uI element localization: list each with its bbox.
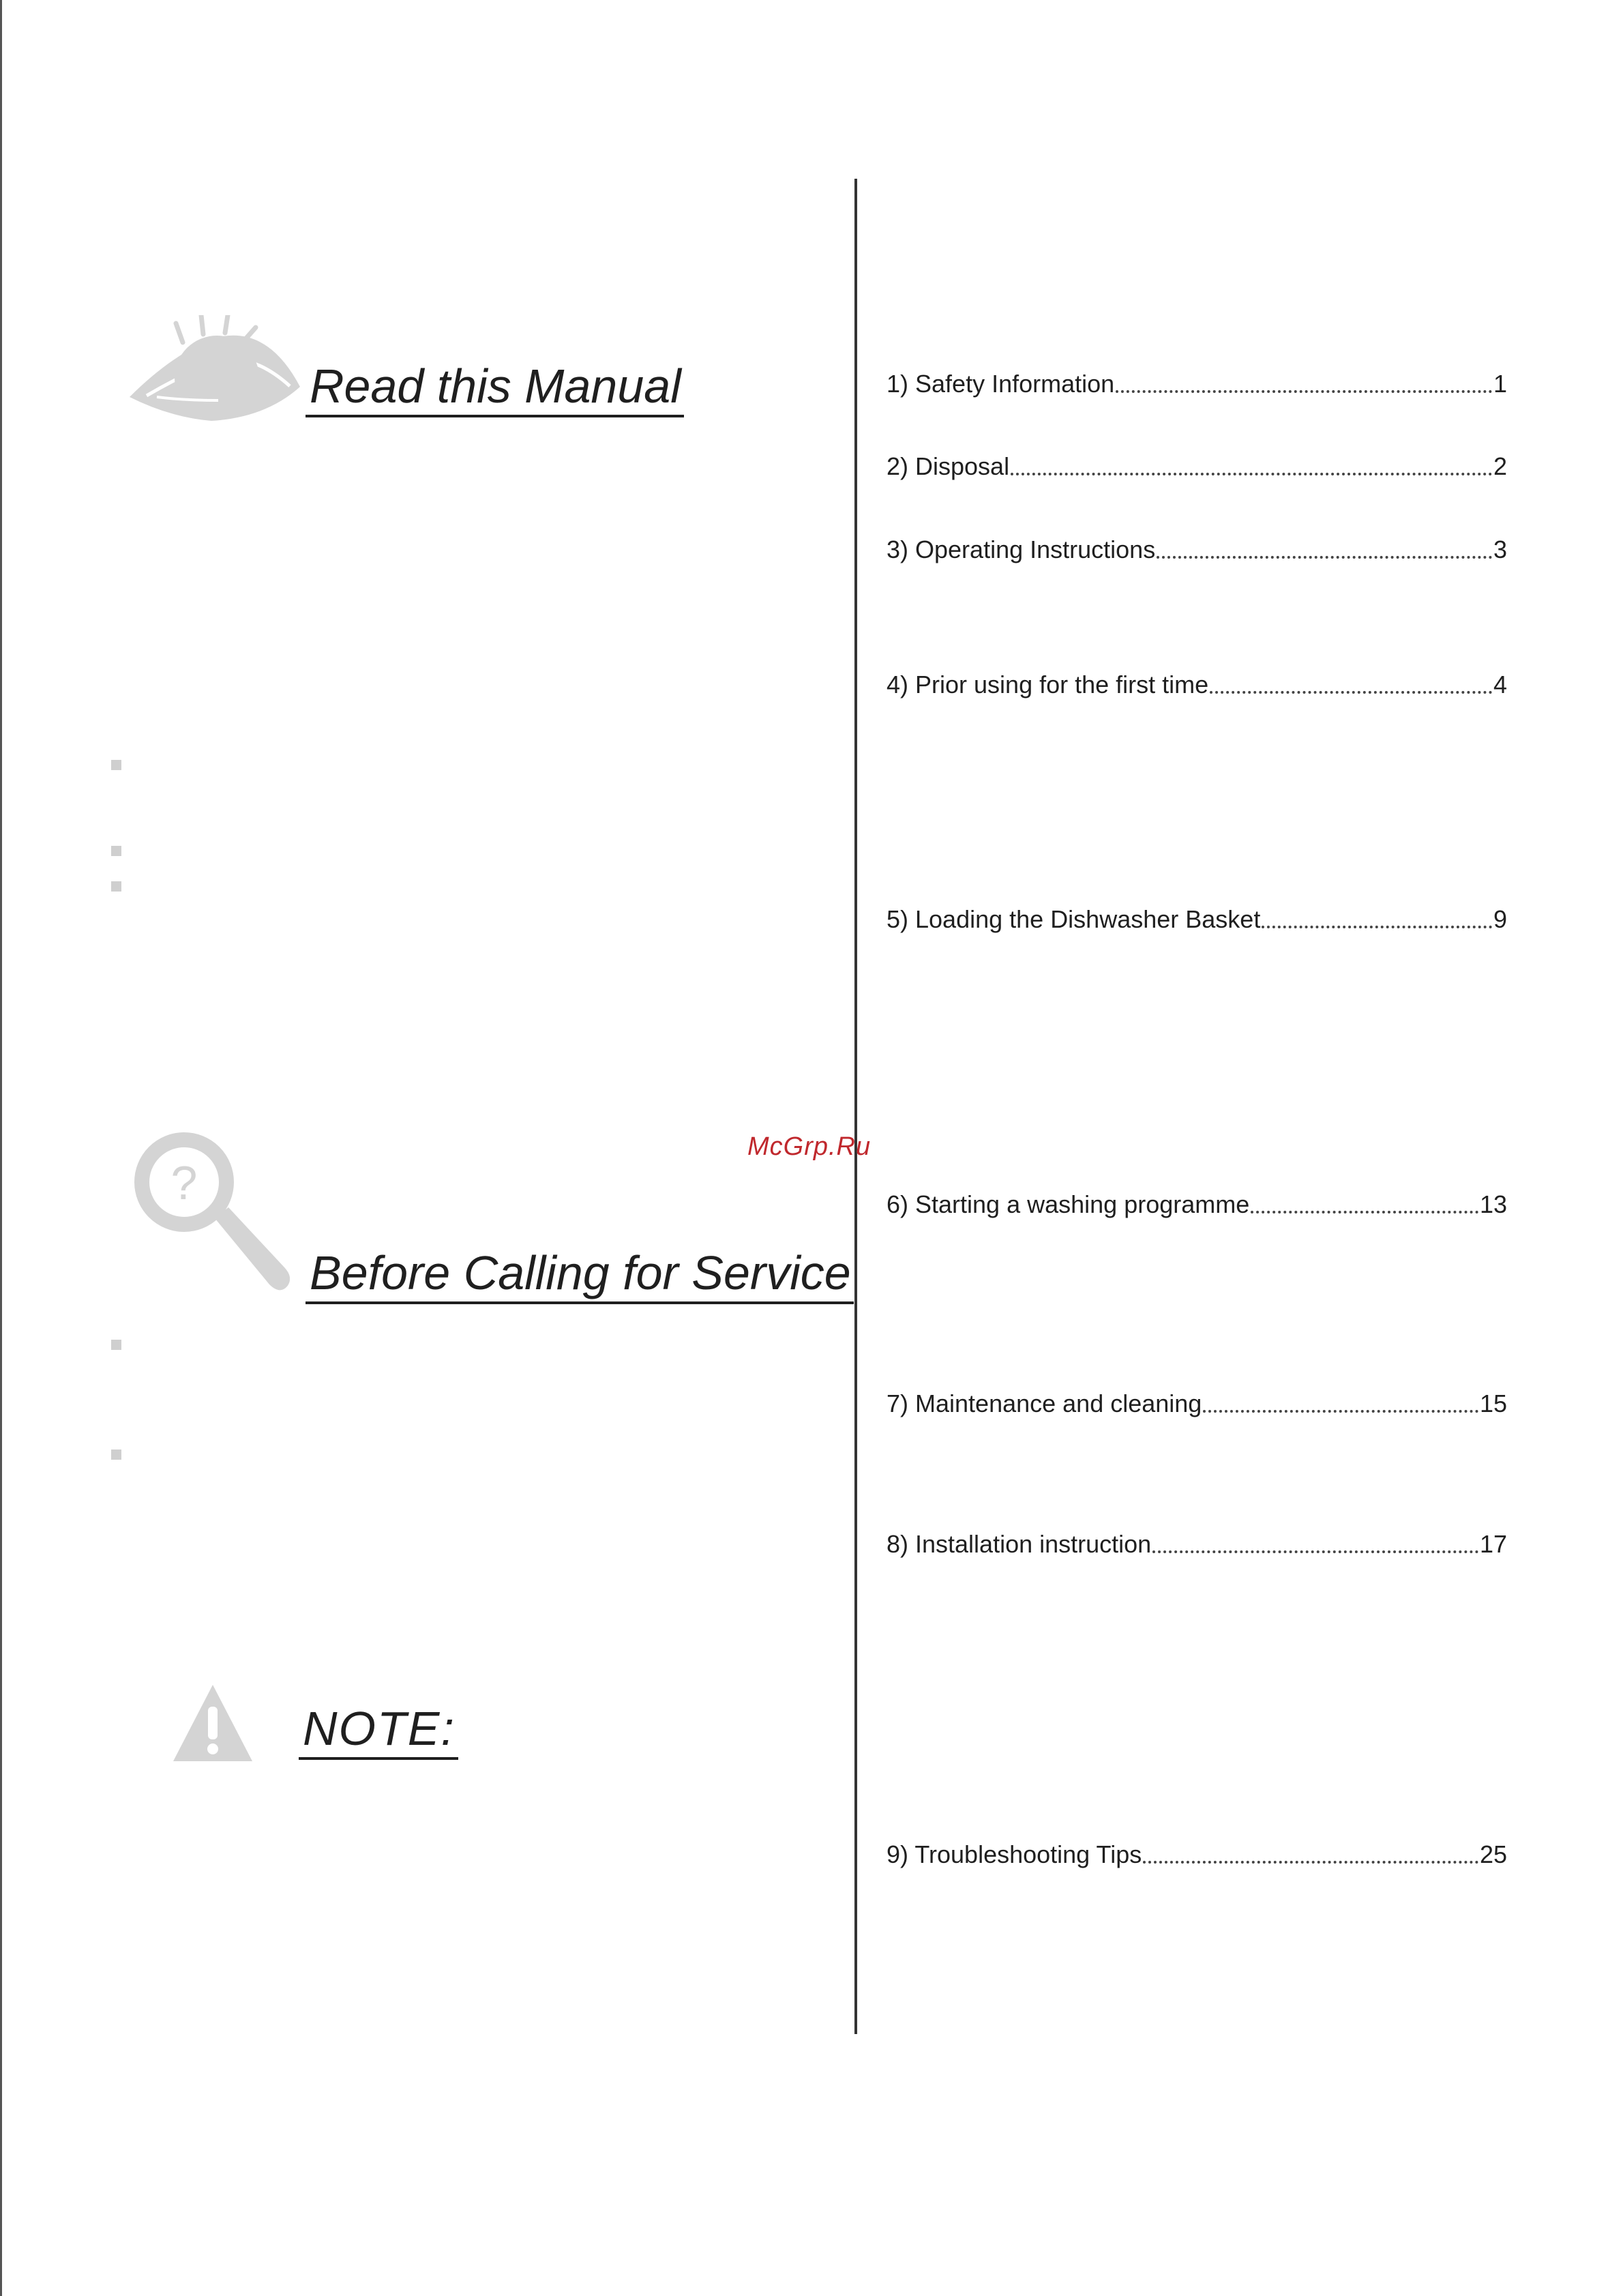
toc-leader-dots — [1143, 1861, 1478, 1864]
toc-leader-dots — [1116, 390, 1492, 393]
toc-entry-label: 5) Loading the Dishwasher Basket — [887, 905, 1261, 933]
toc-entry-page: 9 — [1493, 905, 1507, 933]
watermark: McGrp.Ru — [747, 1132, 872, 1161]
toc-entry-label: 7) Maintenance and cleaning — [887, 1389, 1202, 1417]
svg-text:?: ? — [170, 1156, 198, 1209]
toc-entry[interactable] — [887, 1190, 1507, 1219]
toc-entry-page: 15 — [1479, 1389, 1507, 1417]
note-heading: NOTE: — [299, 1704, 458, 1760]
bullet — [111, 846, 121, 856]
toc-entry[interactable] — [887, 1840, 1507, 1869]
bullet — [111, 1340, 121, 1350]
toc-entry[interactable] — [887, 1530, 1507, 1559]
toc-leader-dots — [1210, 691, 1492, 694]
toc-leader-dots — [1203, 1410, 1478, 1413]
bullet — [111, 760, 121, 770]
toc-leader-dots — [1152, 1550, 1478, 1553]
toc-entry-label: 8) Installation instruction — [887, 1530, 1152, 1558]
toc-entry[interactable] — [887, 535, 1507, 564]
toc-leader-dots — [1157, 556, 1492, 559]
toc-entry-label: 1) Safety Information — [887, 370, 1115, 398]
bullet — [111, 1449, 121, 1460]
toc-entry[interactable] — [887, 905, 1507, 934]
toc-entry[interactable] — [887, 1389, 1507, 1418]
toc-entry[interactable] — [887, 370, 1507, 398]
warning-icon — [172, 1682, 254, 1764]
toc-leader-dots — [1262, 926, 1492, 928]
toc-entry[interactable] — [887, 671, 1507, 699]
toc-entry[interactable] — [887, 452, 1507, 481]
eye-icon — [130, 315, 307, 424]
toc-entry-page: 3 — [1493, 535, 1507, 563]
toc-entry-label: 2) Disposal — [887, 452, 1010, 480]
toc-entry-label: 3) Operating Instructions — [887, 535, 1156, 563]
toc-leader-dots — [1011, 473, 1492, 475]
toc-entry-label: 4) Prior using for the first time — [887, 671, 1209, 698]
before-service-heading: Before Calling for Service — [306, 1248, 854, 1304]
toc-entry-page: 17 — [1479, 1530, 1507, 1558]
toc-entry-page: 25 — [1479, 1840, 1507, 1868]
toc-entry-page: 13 — [1479, 1190, 1507, 1218]
toc-leader-dots — [1251, 1211, 1478, 1213]
toc-entry-page: 4 — [1493, 671, 1507, 698]
toc-entry-page: 2 — [1493, 452, 1507, 480]
magnifier-question-icon — [133, 1131, 290, 1301]
read-manual-heading: Read this Manual — [306, 362, 684, 417]
toc-entry-label: 6) Starting a washing programme — [887, 1190, 1250, 1218]
bullet — [111, 881, 121, 892]
toc-entry-page: 1 — [1493, 370, 1507, 398]
toc-entry-label: 9) Troubleshooting Tips — [887, 1840, 1142, 1868]
column-divider — [854, 179, 857, 2034]
